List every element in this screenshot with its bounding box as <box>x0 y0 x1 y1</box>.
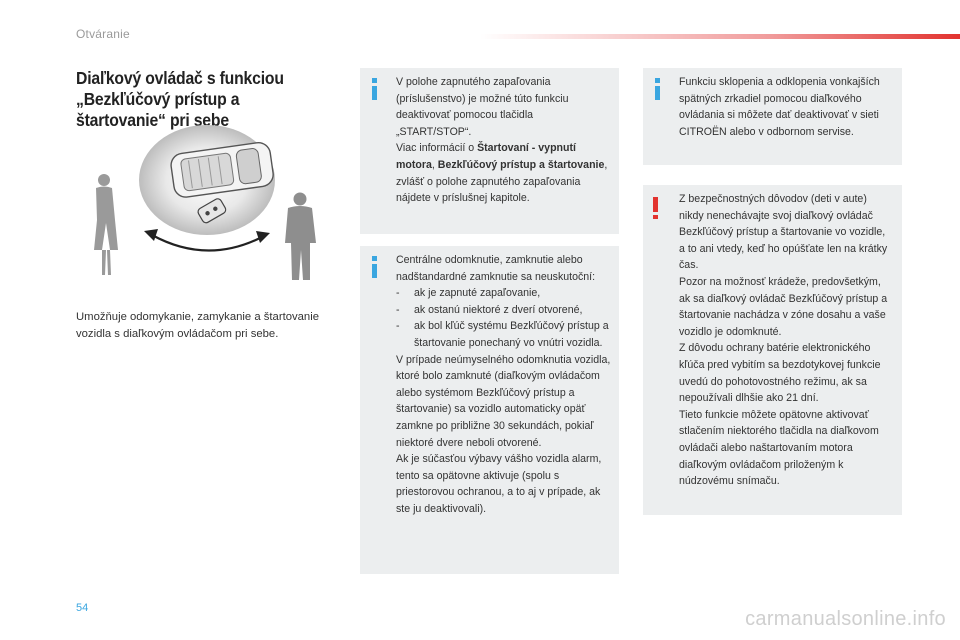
keyless-illustration <box>82 125 347 280</box>
info-icon <box>368 78 382 100</box>
watermark: carmanualsonline.info <box>745 608 946 630</box>
box2-paragraph-3: Ak je súčasťou výbavy vášho vozidla alarm, tento sa opätovne aktivuje (spolu s priestorovou ochranou, a to aj v prípade, ak ste ju deaktivovali). <box>396 453 602 515</box>
box2-intro: Centrálne odomknutie, zamknutie alebo nadštandardné zamknutie sa neuskutoční: <box>396 254 596 283</box>
man-silhouette-icon <box>285 193 316 281</box>
intro-text: Umožňuje odomykanie, zamykanie a štartovanie vozidla s diaľkovým ovládačom pri sebe. <box>76 311 320 340</box>
box3-paragraph: Funkciu sklopenia a odklopenia vonkajších spätných zrkadiel pomocou diaľkového ovládania si môžete dať deaktivovať v sieti CITROËN alebo v odbornom servise. <box>679 76 880 138</box>
section-label: Otváranie <box>76 27 130 41</box>
list-item: - ak je zapnuté zapaľovanie, <box>396 285 611 302</box>
box1-paragraph-1: V polohe zapnutého zapaľovania (príslušenstvo) je možné túto funkciu deaktivovať pomocou tlačidla „START/STOP“. <box>396 76 569 138</box>
box1-paragraph-2: Viac informácií o Štartovaní - vypnutí motora, Bezkľúčový prístup a štartovanie, zvlášť o polohe zapnutého zapaľovania nájdete v príslušnej kapitole. <box>396 142 608 205</box>
box4-paragraph-2: Pozor na možnosť krádeže, predovšetkým, ak sa diaľkový ovládač Bezkľúčový prístup a štartovanie nachádza v zóne dosahu a vaše vozidlo je odomknuté. <box>679 275 888 338</box>
warning-box-safety <box>643 185 902 515</box>
box4-paragraph-3: Z dôvodu ochrany batérie elektronického kľúča pred vybitím sa bezdotykovej funkcie uvedú do pohotovostného režimu, ak sa nepoužívali dlhšie ako 21 dní. <box>679 342 881 405</box>
info-icon <box>368 256 382 278</box>
list-item: - ak ostanú niektoré z dverí otvorené, <box>396 302 611 319</box>
info-box-mirrors <box>643 68 902 165</box>
list-item: - ak bol kľúč systému Bezkľúčový prístup a štartovanie ponechaný vo vnútri vozidla. <box>396 318 611 351</box>
woman-silhouette-icon <box>94 174 118 275</box>
box4-paragraph-4: Tieto funkcie môžete opätovne aktivovať stlačením niektorého tlačidla na diaľkovom ovládači alebo naštartovaním motora diaľkovým ovládačom priloženým k núdzovému snímaču. <box>679 408 879 488</box>
page-number: 54 <box>76 602 89 614</box>
box4-paragraph-1: Z bezpečnostných dôvodov (deti v aute) nikdy nenechávajte svoj diaľkový ovládač Bezkľúčový prístup a štartovanie vo vozidle, a to ani vtedy, keď ho opúšťate len na krátky čas. <box>679 193 888 272</box>
distance-arrow-icon <box>152 235 262 251</box>
page-title: Diaľkový ovládač s funkciou „Bezkľúčový prístup a štartovanie“ pri sebe <box>76 68 284 130</box>
box2-paragraph-2: V prípade neúmyselného odomknutia vozidla, ktoré bolo zamknuté (diaľkovým ovládačom alebo systémom Bezkľúčový prístup a štartovanie) sa vozidlo automaticky opäť zamkne po približne 30 sekundách, pokiaľ niektoré dvere neboli otvorené. <box>396 353 611 449</box>
info-box-deactivation <box>360 68 619 234</box>
info-box-central-locking <box>360 246 619 574</box>
box2-conditions-list <box>396 285 611 351</box>
info-icon <box>651 78 665 100</box>
header-accent-rule <box>480 34 960 39</box>
warning-icon <box>653 197 659 219</box>
